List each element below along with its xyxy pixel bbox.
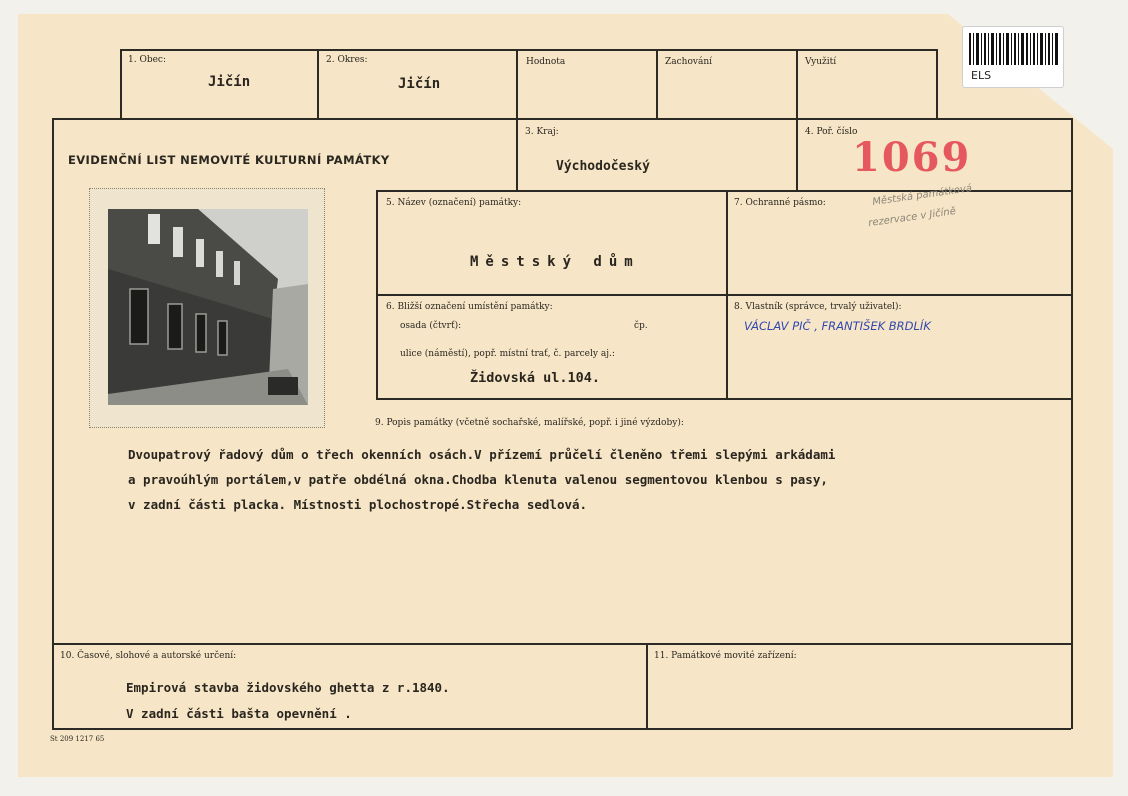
grid-line [1071,118,1073,729]
label-vlastnik: 8. Vlastník (správce, trvalý uživatel): [734,302,902,312]
pencil-note-2: rezervace v Jičíně [867,205,957,230]
grid-line [317,49,319,119]
pencil-note-1: Městská památková [871,183,973,208]
grid-line [120,49,937,51]
grid-line [52,118,1072,120]
label-umisteni: 6. Bližší označení umístění památky: [386,302,553,312]
grid-line [516,49,518,190]
label-okres: 2. Okres: [326,55,368,65]
label-ulice: ulice (náměstí), popř. místní trať, č. parcely aj.: [400,349,615,359]
description-line-1: Dvoupatrový řadový dům o třech okenních osách.V přízemí průčelí členěno třemi slepými arkádami [128,447,836,462]
value-vlastnik: VÁCLAV PIČ , FRANTIŠEK BRDLÍK [744,319,931,333]
label-zachovani: Zachování [665,57,712,67]
barcode-icon [969,33,1059,67]
dating-line-2: V zadní části bašta opevnění . [126,706,352,721]
label-kraj: 3. Kraj: [525,127,559,137]
grid-line [52,118,54,729]
label-hodnota: Hodnota [526,57,566,67]
label-obec: 1. Obec: [128,55,166,65]
photo-frame [89,188,325,428]
grid-line [656,49,658,119]
label-popis: 9. Popis památky (včetně sochařské, malířské, popř. i jiné výzdoby): [375,418,684,428]
value-nazev: Městský dům [470,254,640,270]
grid-line [646,643,648,729]
grid-line [120,49,122,119]
registration-number: 1069 [852,134,972,181]
label-vyuziti: Využití [805,57,837,67]
value-ulice: Židovská ul.104. [470,370,601,386]
grid-line [52,643,1071,645]
grid-line [936,49,938,119]
description-line-3: v zadní části placka. Místnosti plochostropé.Střecha sedlová. [128,497,588,512]
description-line-2: a pravoúhlým portálem,v patře obdélná okna.Chodba klenuta valenou segmentovou klenbou s pasy, [128,472,828,487]
label-cp: čp. [634,321,648,331]
dating-line-1: Empirová stavba židovského ghetta z r.1840. [126,680,450,695]
grid-line [796,49,798,190]
barcode-sticker [962,26,1064,88]
label-osada: osada (čtvrť): [400,321,462,331]
label-ochranne-pasmo: 7. Ochranné pásmo: [734,198,826,208]
grid-line [376,294,1071,296]
label-movite: 11. Památkové movité zařízení: [654,651,797,661]
label-casove: 10. Časové, slohové a autorské určení: [60,651,237,661]
grid-line [52,728,1071,730]
building-photo [108,209,308,405]
form-title: EVIDENČNÍ LIST NEMOVITÉ KULTURNÍ PAMÁTKY [68,153,390,167]
value-kraj: Východočeský [556,159,650,174]
form-code: St 209 1217 65 [50,735,105,743]
label-por-cislo: 4. Poř. číslo [805,127,858,137]
value-okres: Jičín [398,76,441,92]
grid-line [376,398,1071,400]
label-nazev: 5. Název (označení) památky: [386,198,522,208]
value-obec: Jičín [208,74,251,90]
barcode-label: ELS [971,69,992,82]
